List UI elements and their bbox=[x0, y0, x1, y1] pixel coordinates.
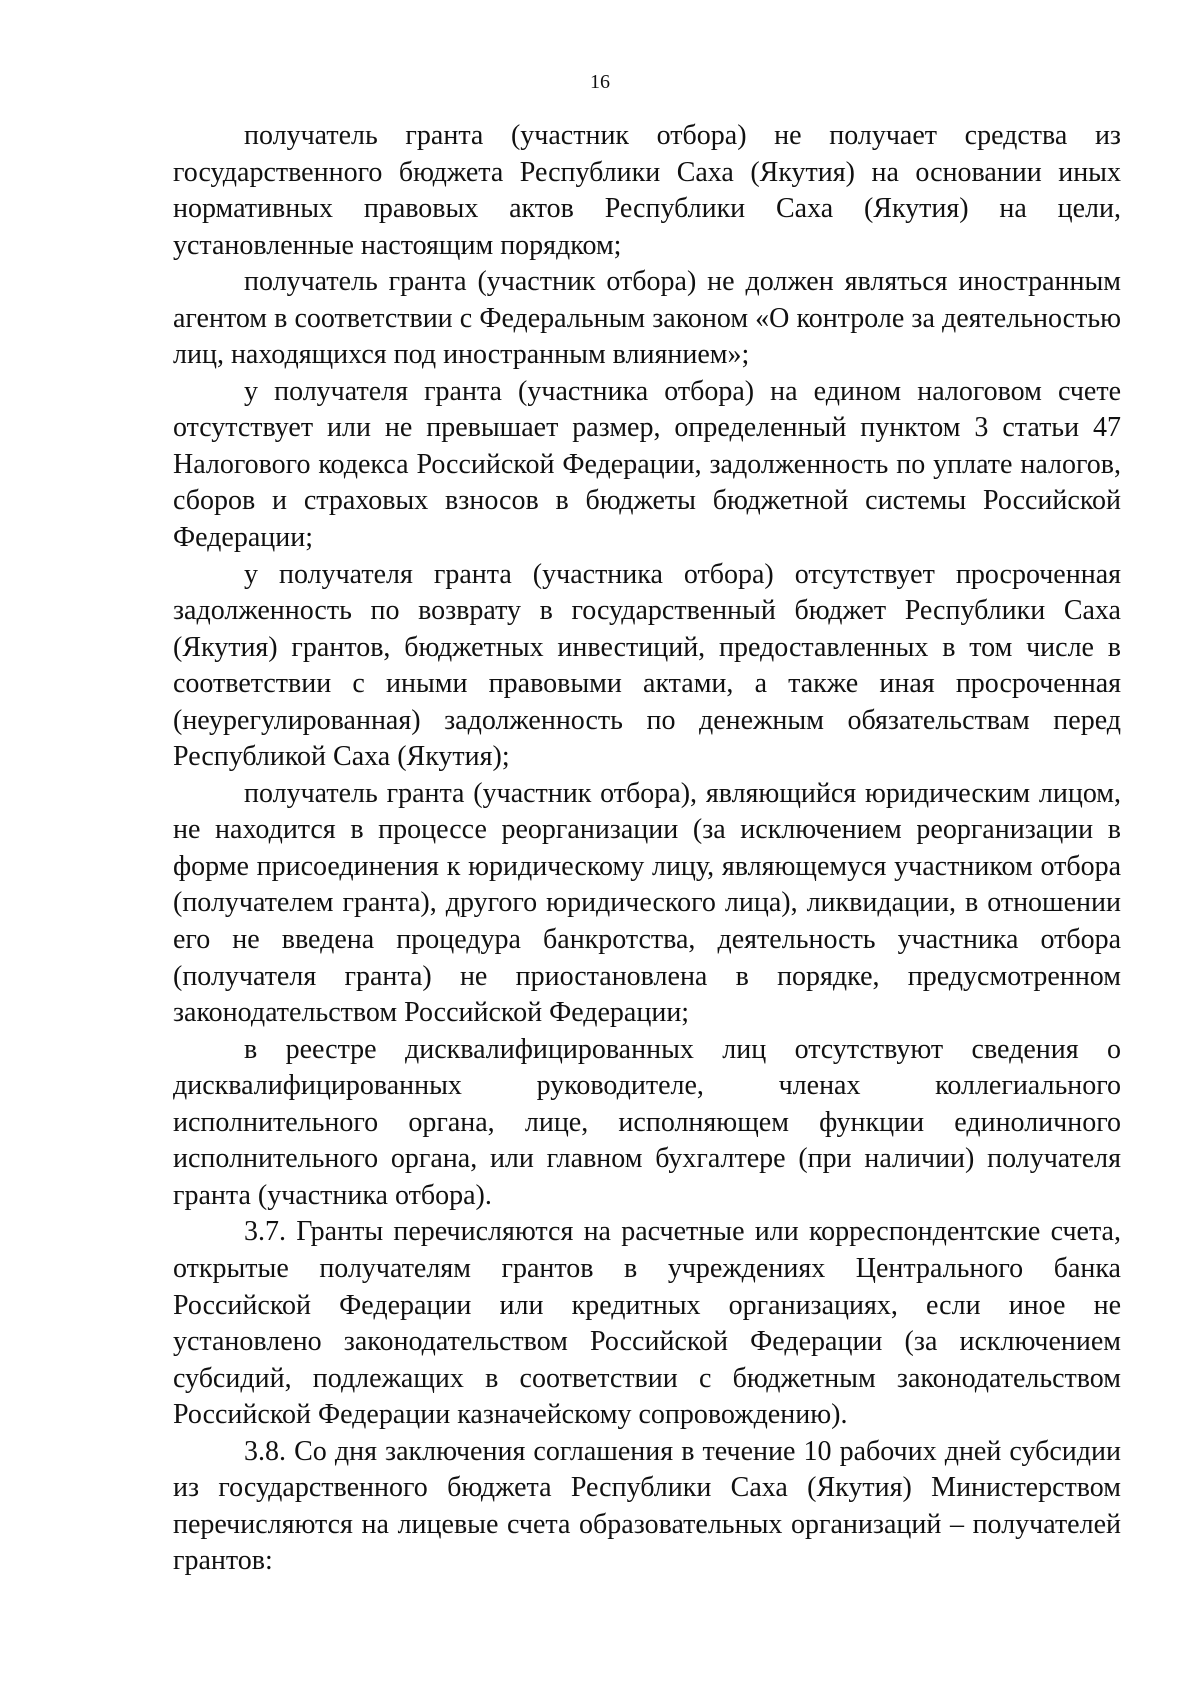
paragraph-section-3-8: 3.8. Со дня заключения соглашения в течение 10 рабочих дней субсидии из государственного бюджета Республики Саха (Якутия) Министерством перечисляются на лицевые счета образовательных организаций – получателей грантов: bbox=[173, 1435, 1121, 1577]
page-number: 16 bbox=[590, 71, 610, 93]
paragraph-no-other-funding: получатель гранта (участник отбора) не получает средства из государственного бюджета Республики Саха (Якутия) на основании иных нормативных правовых актов Республики Саха (Якутия) на цели, установленные настоящим порядком; bbox=[173, 120, 1121, 261]
paragraph-disqualified-persons: в реестре дисквалифицированных лиц отсутствуют сведения о дисквалифицированных руководителе, членах коллегиального исполнительного органа, лице, исполняющем функции единоличного исполнительного органа, или главном бухгалтере (при наличии) получателя гранта (участника отбора). bbox=[173, 1033, 1121, 1211]
paragraph-reorganization: получатель гранта (участник отбора), являющийся юридическим лицом, не находится в процессе реорганизации (за исключением реорганизации в форме присоединения к юридическому лицу, являющемуся участником отбора (получателем гранта), другого юридического лица), ликвидации, в отношении его не введена процедура банкротства, деятельность участника отбора (получателя гранта) не приостановлена в порядке, предусмотренном законодательством Российской Федерации; bbox=[173, 777, 1121, 1029]
paragraph-tax-debt: у получателя гранта (участника отбора) на едином налоговом счете отсутствует или не превышает размер, определенный пунктом 3 статьи 47 Налогового кодекса Российской Федерации, задолженность по уплате налогов, сборов и страховых взносов в бюджеты бюджетной системы Российской Федерации; bbox=[173, 375, 1121, 554]
document-body bbox=[173, 118, 1121, 1580]
paragraph-overdue-debt: у получателя гранта (участника отбора) отсутствует просроченная задолженность по возврату в государственный бюджет Республики Саха (Якутия) грантов, бюджетных инвестиций, предоставленных в том числе в соответствии с иными правовыми актами, а также иная просроченная (неурегулированная) задолженность по денежным обязательствам перед Республикой Саха (Якутия); bbox=[173, 558, 1121, 773]
paragraph-section-3-7: 3.7. Гранты перечисляются на расчетные или корреспондентские счета, открытые получателям грантов в учреждениях Центрального банка Российской Федерации или кредитных организациях, если иное не установлено законодательством Российской Федерации (за исключением субсидий, подлежащих в соответствии с бюджетным законодательством Российской Федерации казначейскому сопровождению). bbox=[173, 1216, 1121, 1431]
paragraph-not-foreign-agent: получатель гранта (участник отбора) не должен являться иностранным агентом в соответствии с Федеральным законом «О контроле за деятельностью лиц, находящихся под иностранным влиянием»; bbox=[173, 266, 1121, 371]
